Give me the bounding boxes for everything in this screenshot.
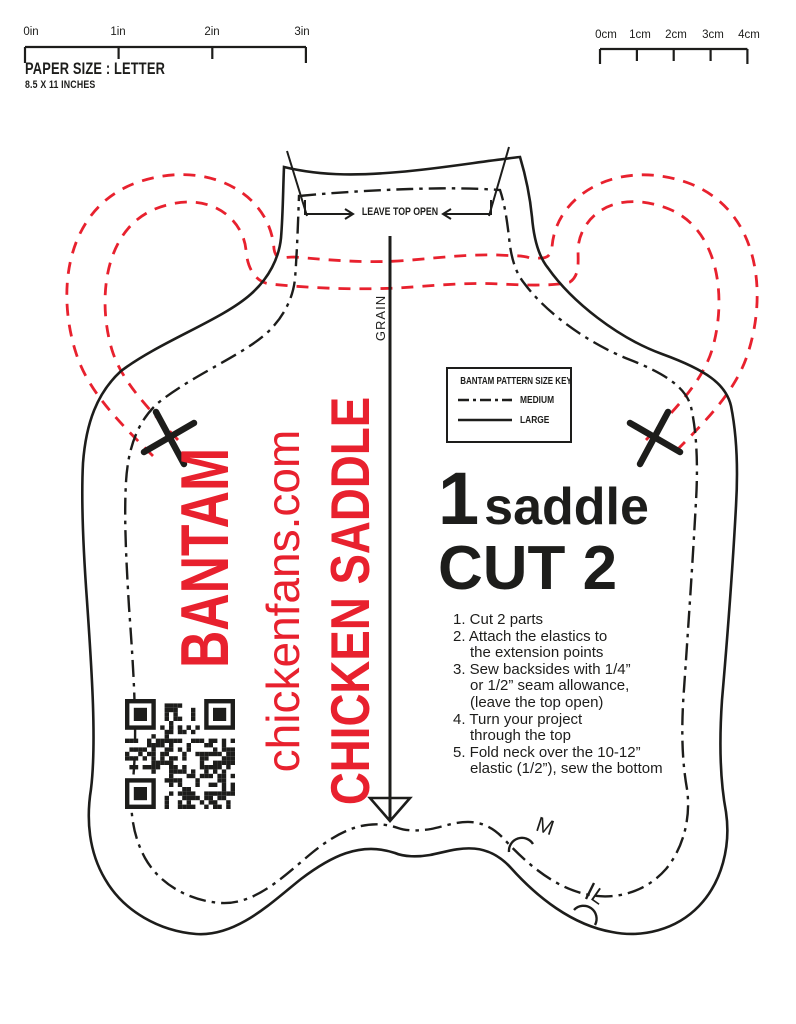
attachment-x-right (630, 412, 680, 464)
brand-website-label: chickenfans.com (257, 429, 309, 773)
size-key-large-label: LARGE (520, 414, 550, 426)
instruction-line: 4. Turn your project (453, 710, 583, 728)
dash-dot-line-sample (458, 397, 512, 403)
cm-ruler-label-1: 1cm (629, 29, 651, 41)
elastic-guide-inner (105, 202, 719, 440)
size-key-row-large (458, 413, 570, 427)
brand-chicken-saddle-label: CHICKEN SADDLE (319, 396, 381, 806)
cm-ruler-label-0: 0cm (595, 29, 617, 41)
size-key-row-medium (458, 393, 570, 407)
qr-code-icon (125, 699, 235, 809)
size-key-medium-label: MEDIUM (520, 394, 555, 406)
paper-size-title: PAPER SIZE : LETTER (25, 60, 166, 78)
instructions-list (453, 612, 663, 778)
instruction-line: through the top (470, 727, 571, 745)
size-mark-large-letter: L (586, 883, 610, 910)
inch-ruler-label-0: 0in (23, 26, 39, 38)
instruction-line: the extension points (470, 644, 604, 662)
size-key-title: BANTAM PATTERN SIZE KEY (460, 376, 572, 387)
grain-label: GRAIN (373, 294, 388, 342)
paper-size-subtitle: 8.5 X 11 INCHES (25, 79, 96, 91)
instruction-line: elastic (1/2”), sew the bottom (470, 760, 663, 778)
cm-ruler-label-2: 2cm (665, 29, 687, 41)
inch-ruler-label-1: 1in (110, 26, 126, 38)
piece-name: saddle (484, 478, 649, 536)
instruction-line: (leave the top open) (470, 693, 604, 711)
size-key-box (446, 367, 572, 443)
cm-ruler-label-4: 4cm (738, 29, 760, 41)
instruction-line: 2. Attach the elastics to (453, 627, 608, 645)
instruction-line: or 1/2” seam allowance, (470, 677, 630, 695)
piece-info (438, 457, 649, 603)
instruction-line: 5. Fold neck over the 10-12” (453, 743, 641, 761)
instruction-line: 1. Cut 2 parts (453, 611, 544, 628)
solid-line-sample (458, 417, 512, 423)
piece-number: 1 (438, 457, 480, 540)
inch-ruler-label-2: 2in (204, 26, 220, 38)
cm-ruler-label-3: 3cm (702, 29, 724, 41)
leave-top-open-label: LEAVE TOP OPEN (361, 206, 439, 218)
cm-ruler (600, 49, 747, 64)
inch-ruler-label-3: 3in (294, 26, 310, 38)
brand-bantam-label: BANTAM (167, 447, 243, 669)
instruction-line: 3. Sew backsides with 1/4” (453, 660, 631, 678)
size-mark-medium-letter: M (533, 812, 557, 841)
piece-cut-count: CUT 2 (438, 534, 618, 603)
notch-medium (509, 838, 533, 852)
